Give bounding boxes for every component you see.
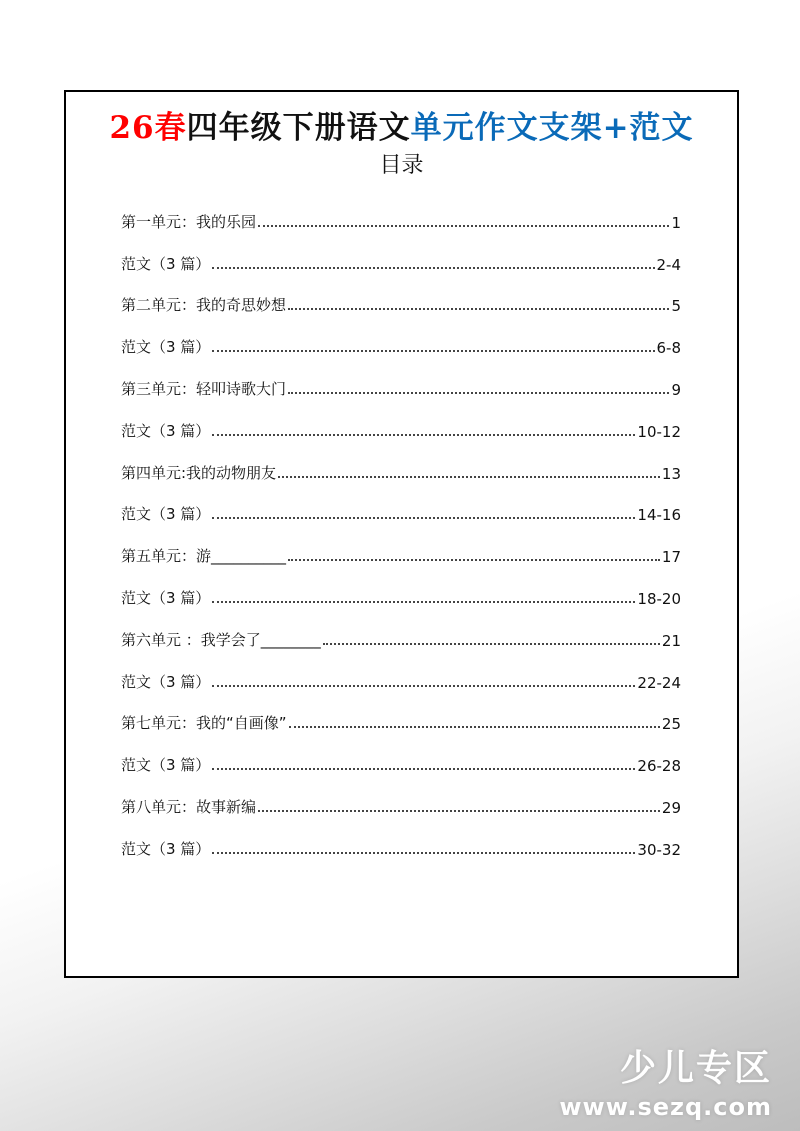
toc-entry[interactable]	[121, 190, 681, 232]
toc-entry-page: 6-8	[656, 339, 681, 358]
watermark	[559, 1040, 772, 1121]
toc-entry-label: 范文（3 篇）	[121, 839, 211, 858]
title-season: 26春	[109, 110, 187, 146]
toc-dot-leader	[212, 601, 635, 603]
toc-entry-label: 范文（3 篇）	[121, 505, 211, 524]
toc-entry-page: 18-20	[637, 589, 681, 608]
toc-dot-leader	[212, 685, 635, 687]
toc-dot-leader	[212, 768, 635, 770]
toc-entry-page: 29	[661, 798, 681, 817]
toc-entry-label: 第四单元:我的动物朋友	[121, 463, 277, 482]
toc-dot-leader	[288, 559, 660, 561]
toc-entry-label: 范文（3 篇）	[121, 756, 211, 775]
toc-entry[interactable]	[121, 441, 681, 483]
toc-entry-page: 21	[661, 631, 681, 650]
toc-entry-page: 5	[671, 297, 681, 316]
toc-dot-leader	[323, 643, 660, 645]
toc-entry[interactable]	[121, 775, 681, 817]
toc-entry-page: 30-32	[637, 840, 681, 859]
toc-dot-leader	[289, 726, 660, 728]
toc-entry-page: 22-24	[637, 673, 681, 692]
toc-entry-page: 2-4	[656, 255, 681, 274]
toc-dot-leader	[258, 225, 669, 227]
toc-entry-page: 26-28	[637, 757, 681, 776]
toc-entry[interactable]	[121, 692, 681, 734]
toc-entry[interactable]	[121, 274, 681, 316]
toc-entry-page: 14-16	[637, 506, 681, 525]
toc-entry[interactable]	[121, 566, 681, 608]
toc-entry-page: 9	[671, 380, 681, 399]
document-title	[66, 102, 737, 147]
table-of-contents	[121, 190, 681, 859]
title-grade: 四年级下册语文	[186, 110, 411, 146]
toc-entry[interactable]	[121, 315, 681, 357]
toc-entry-page: 1	[671, 213, 681, 232]
toc-dot-leader	[278, 476, 660, 478]
toc-entry[interactable]	[121, 733, 681, 775]
toc-heading: 目录	[379, 153, 424, 178]
toc-entry-label: 范文（3 篇）	[121, 672, 211, 691]
toc-entry-label: 范文（3 篇）	[121, 421, 211, 440]
toc-entry-label: 第六单元 ：我学会了________	[121, 630, 321, 649]
toc-entry[interactable]	[121, 524, 681, 566]
toc-entry[interactable]	[121, 399, 681, 441]
document-frame	[64, 90, 739, 978]
toc-entry-page: 10-12	[637, 422, 681, 441]
watermark-url: www.sezq.com	[559, 1093, 772, 1121]
watermark-brand: 少儿专区	[619, 1048, 772, 1089]
toc-entry-label: 第一单元：我的乐园	[121, 212, 257, 231]
toc-dot-leader	[288, 308, 669, 310]
toc-entry-label: 第二单元：我的奇思妙想	[121, 296, 287, 315]
toc-dot-leader	[212, 350, 654, 352]
toc-entry[interactable]	[121, 817, 681, 859]
toc-dot-leader	[212, 517, 635, 519]
title-topic: 单元作文支架+范文	[410, 110, 694, 146]
toc-entry-page: 13	[661, 464, 681, 483]
toc-entry[interactable]	[121, 608, 681, 650]
toc-dot-leader	[258, 810, 660, 812]
toc-entry[interactable]	[121, 650, 681, 692]
toc-entry[interactable]	[121, 357, 681, 399]
toc-entry[interactable]	[121, 232, 681, 274]
toc-dot-leader	[212, 852, 635, 854]
toc-entry-label: 第五单元：游__________	[121, 547, 287, 566]
toc-entry-label: 第三单元：轻叩诗歌大门	[121, 379, 287, 398]
toc-dot-leader	[212, 267, 654, 269]
toc-dot-leader	[212, 434, 635, 436]
toc-entry-label: 范文（3 篇）	[121, 588, 211, 607]
toc-entry-label: 范文（3 篇）	[121, 254, 211, 273]
toc-entry-label: 第七单元：我的“自画像”	[121, 714, 287, 733]
toc-entry-page: 17	[661, 548, 681, 567]
toc-entry[interactable]	[121, 483, 681, 525]
toc-dot-leader	[288, 392, 669, 394]
toc-entry-label: 第八单元：故事新编	[121, 797, 257, 816]
toc-entry-page: 25	[661, 715, 681, 734]
toc-entry-label: 范文（3 篇）	[121, 338, 211, 357]
